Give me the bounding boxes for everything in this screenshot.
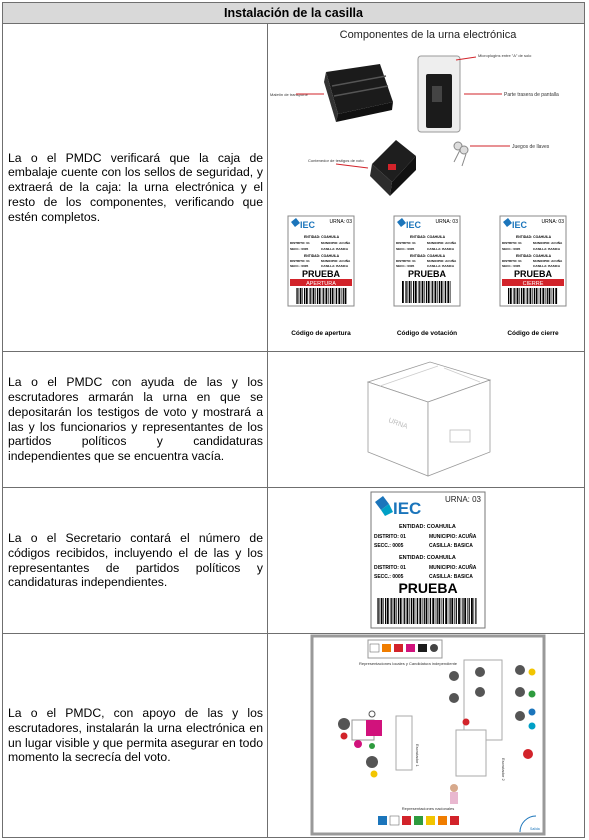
barcode-bar [345,288,347,304]
barcode-bar [296,288,297,304]
card-casilla: CASILLA: BASICA [427,247,455,251]
diagram-label-exit: Salida [530,827,540,831]
big-card-municipio-2: MUNICIPIO: ACUÑA [429,565,477,571]
components-image [268,24,584,351]
big-card-secc-2: SECC.: 0005 [374,574,404,580]
barcode-bar [391,598,392,624]
label-contenedor: Contenedor de testigos de voto [308,158,364,163]
card-municipio: MUNICIPIO: ACUÑA [427,259,457,263]
barcode-bar [462,598,463,624]
barcode-bar [536,288,538,304]
barcode-bar [510,288,512,304]
card-municipio: MUNICIPIO: ACUÑA [427,241,457,245]
case-illustration [324,64,393,122]
card-entidad: ENTIDAD: COAHUILA [516,254,552,258]
barcode-bar [422,598,423,624]
barcode-bar [413,281,414,303]
big-card-secc-1: SECC.: 0005 [374,543,404,549]
barcode-bar [328,288,329,304]
barcode-bar [409,281,411,303]
barcode-bar [426,281,427,303]
barcode-bar [450,281,451,303]
barcode-bar [432,281,433,303]
card-secc: SECC.: 0005 [502,264,521,268]
big-card-prueba: PRUEBA [398,580,458,596]
card-distrito: DISTRITO: 01 [290,241,310,245]
barcode-bar [304,288,305,304]
card-caption: Código de cierre [507,330,559,337]
barcode-bar [378,598,379,624]
barcode-bar [315,288,316,304]
barcode-bar [445,281,446,303]
barcode-bar [514,288,515,304]
barcode-bar [441,281,443,303]
barcode-bar [417,598,418,624]
barcode-bar [539,288,540,304]
card-secc: SECC.: 0005 [290,247,309,251]
card-entidad: ENTIDAD: COAHUILA [304,235,340,239]
card-municipio: MUNICIPIO: ACUÑA [533,259,563,263]
barcode-bar [545,288,546,304]
barcode-bar [513,288,514,304]
barcode-bar [526,288,527,304]
ballot-card [394,216,460,306]
barcode-bar [461,598,462,624]
ballot-card [500,216,566,306]
big-card-distrito-2: DISTRITO: 01 [374,565,406,571]
big-card-municipio-1: MUNICIPIO: ACUÑA [429,534,477,540]
table-row [3,634,584,837]
barcode-bar [411,281,412,303]
barcode-bar [467,598,468,624]
big-card-entidad-1: ENTIDAD: COAHUILA [399,524,456,530]
card-caption: Código de votación [396,330,458,337]
barcode-bar [415,281,417,303]
barcode-bar [474,598,475,624]
barcode-bar [418,281,419,303]
card-casilla: CASILLA: BASICA [533,247,561,251]
barcode-bar [549,288,551,304]
barcode-bar [547,288,548,304]
table-row [3,24,584,352]
ballot-card [288,216,354,306]
barcode-bar [553,288,554,304]
label-maletin: Maletín de transporte [270,92,308,97]
barcode-bar [430,598,431,624]
barcode-bar [422,281,424,303]
barcode-bar [406,281,407,303]
barcode-bar [527,288,528,304]
barcode-bar [448,598,449,624]
barcode-bar [426,598,428,624]
barcode-bar [306,288,308,304]
card-caption: Código de apertura [291,330,351,337]
big-card-distrito-1: DISTRITO: 01 [374,534,406,540]
barcode-bar [532,288,533,304]
card-municipio: MUNICIPIO: ACUÑA [321,259,351,263]
barcode-bar [519,288,520,304]
card-entidad: ENTIDAD: COAHUILA [304,254,340,258]
barcode-bar [540,288,541,304]
barcode-bar [411,598,412,624]
barcode-bar [445,598,447,624]
diagram-label-left: Escrutador 1 [415,744,420,767]
barcode-bar [390,598,391,624]
barcode-bar [413,598,415,624]
barcode-bar [424,281,425,303]
card-distrito: DISTRITO: 01 [396,259,416,263]
barcode-bar [341,288,342,304]
barcode-bar [396,598,397,624]
barcode-bar [437,281,438,303]
barcode-bar [404,598,405,624]
barcode-bar [300,288,302,304]
barcode-bar [475,598,476,624]
barcode-bar [431,281,432,303]
barcode-bar [402,281,404,303]
card-distrito: DISTRITO: 01 [290,259,310,263]
barcode-bar [332,288,334,304]
label-microplugin: Microplugins entre "A" de solo [478,53,532,58]
card-logo: IEC [300,220,316,230]
row-text-cell [3,24,268,351]
barcode-bar [523,288,525,304]
card-entidad: ENTIDAD: COAHUILA [410,235,446,239]
row-2-text: La o el PMDC con ayuda de las y los escrutadores armarán la urna en que se depositarán los testigos de voto y mostrará a las y los funcionarios y representantes de los partidos políticos y candidaturas independientes que se encuentra vacía. [8,375,263,464]
barcode-bar [409,598,410,624]
card-urna: URNA: 03 [541,219,564,225]
barcode-bar [313,288,315,304]
barcode-bar [326,288,328,304]
barcode-bar [458,598,460,624]
card-urna: URNA: 03 [329,219,352,225]
card-municipio: MUNICIPIO: ACUÑA [321,241,351,245]
barcode-bar [464,598,466,624]
card-entidad: ENTIDAD: COAHUILA [410,254,446,258]
big-card-casilla-2: CASILLA: BASICA [429,574,473,580]
barcode-bar [400,598,402,624]
diagram-label-right: Escrutador 2 [501,758,506,781]
row-text-cell [3,634,268,837]
barcode-bar [419,598,421,624]
barcode-bar [297,288,298,304]
card-secc: SECC.: 0005 [290,264,309,268]
barcode-bar [419,281,420,303]
barcode-bar [437,598,438,624]
diagram-label-bottom: Representaciones nacionales [401,806,455,811]
card-casilla: CASILLA: BASICA [533,264,561,268]
barcode-bar [469,598,470,624]
card-secc: SECC.: 0005 [396,247,415,251]
container-illustration [370,140,416,196]
box-label: URNA [387,417,409,431]
barcode-bar [429,598,430,624]
keys-illustration [454,142,468,166]
card-prueba: PRUEBA [407,269,447,279]
big-card-image [268,488,584,633]
barcode-bar [451,598,453,624]
party-logos-bottom [378,816,459,825]
person-bottom [450,784,458,804]
big-card-logo: IEC [393,499,422,518]
barcode-bar [428,281,430,303]
barcode-bar [377,598,378,624]
card-prueba: PRUEBA [513,269,553,279]
screen-back-illustration [418,56,460,132]
card-distrito: DISTRITO: 01 [502,241,522,245]
barcode-bar [322,288,323,304]
barcode-bar [517,288,519,304]
barcode-bar [450,598,451,624]
barcode-bar [309,288,310,304]
components-title: Componentes de la urna electrónica [339,29,517,41]
barcode-bar [435,598,436,624]
table-row [3,488,584,634]
barcode-bar [416,598,417,624]
installation-table [2,2,585,838]
barcode-bar [443,598,444,624]
barcode-bar [508,288,509,304]
barcode-bar [330,288,331,304]
barcode-bar [394,598,396,624]
diagram-label-top: Representaciones locales y Candidatura independiente [358,661,458,666]
barcode-bar [424,598,425,624]
card-municipio: MUNICIPIO: ACUÑA [533,241,563,245]
card-secc: SECC.: 0005 [502,247,521,251]
barcode-bar [407,598,409,624]
barcode-bar [405,281,406,303]
card-entidad: ENTIDAD: COAHUILA [516,235,552,239]
barcode-bar [471,598,473,624]
barcode-bar [444,281,445,303]
card-distrito: DISTRITO: 01 [396,241,416,245]
label-pantalla: Parte trasera de pantalla [504,92,559,98]
card-logo: IEC [512,220,528,230]
card-urna: URNA: 03 [435,219,458,225]
card-casilla: CASILLA: BASICA [427,264,455,268]
barcode-bar [439,281,440,303]
barcode-bar [439,598,441,624]
card-type: CIERRE [522,281,544,287]
card-distrito: DISTRITO: 01 [502,259,522,263]
row-text-cell [3,352,268,487]
cardboard-box-illustration [368,362,490,476]
barcode-bar [338,288,340,304]
card-type: APERTURA [306,281,336,287]
barcode-bar [542,288,544,304]
big-ballot-card [371,492,485,628]
barcode-bar [432,598,434,624]
big-card-casilla-1: CASILLA: BASICA [429,543,473,549]
barcode-bar [454,598,455,624]
barcode-bar [398,598,399,624]
barcode-bar [442,598,443,624]
barcode-bar [319,288,321,304]
box-image [268,352,584,487]
card-prueba: PRUEBA [301,269,341,279]
barcode-bar [403,598,404,624]
card-casilla: CASILLA: BASICA [321,247,349,251]
barcode-bar [534,288,535,304]
card-logo: IEC [406,220,422,230]
row-4-text: La o el PMDC, con apoyo de las y los escrutadores, instalarán la urna electrónica en un lugar visible y que permita asegurar en todo momento la secrecía del voto. [8,705,263,765]
barcode-bar [323,288,324,304]
card-secc: SECC.: 0005 [396,264,415,268]
barcode-bar [552,288,553,304]
barcode-bar [302,288,303,304]
barcode-bar [336,288,337,304]
barcode-bar [521,288,522,304]
big-card-entidad-2: ENTIDAD: COAHUILA [399,555,456,561]
barcode-bar [310,288,311,304]
table-row [3,352,584,488]
barcode-bar [555,288,557,304]
barcode-bar [343,288,344,304]
barcode-bar [530,288,532,304]
row-1-text: La o el PMDC verificará que la caja de embalaje cuente con los sellos de seguridad, y extraerá de la caja: la urna electrónica y el resto de los componentes, verificando que estén completos. [8,150,263,224]
barcode-bar [385,598,386,624]
barcode-bar [335,288,336,304]
barcode-bar [387,598,389,624]
card-casilla: CASILLA: BASICA [321,264,349,268]
label-llaves: Juegos de llaves [512,144,550,150]
barcode-bar [381,598,383,624]
big-card-urna: URNA: 03 [444,495,481,504]
layout-diagram [268,634,584,837]
barcode-bar [317,288,318,304]
barcode-bar [435,281,437,303]
table-header: Instalación de la casilla [3,3,584,24]
barcode-bar [447,281,449,303]
barcode-bar [456,598,457,624]
row-3-text: La o el Secretario contará el número de códigos recibidos, incluyendo el de las y los representantes de partidos políticos y candidaturas independientes. [8,530,263,590]
barcode-bar [383,598,384,624]
row-text-cell [3,488,268,633]
